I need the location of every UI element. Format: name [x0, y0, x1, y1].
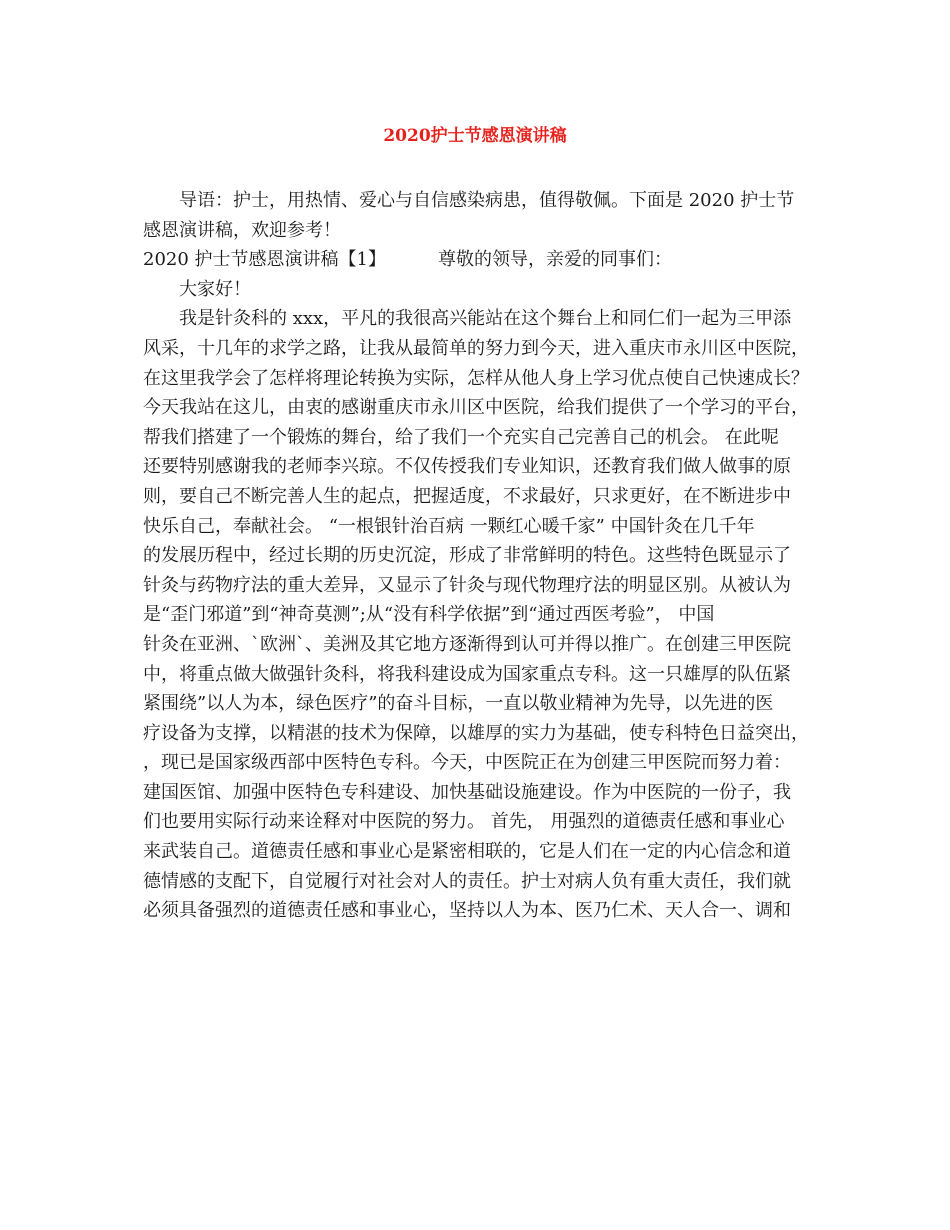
paragraph-line: 必须具备强烈的道德责任感和事业心，坚持以人为本、医乃仁术、天人合一、调和 — [143, 900, 791, 922]
intro-line: 导语：护士，用热情、爱心与自信感染病患，值得敬佩。下面是 2020 护士节 — [179, 190, 795, 211]
paragraph-line: 中，将重点做大做强针灸科，将我科建设成为国家重点专科。这一只雄厚的队伍紧 — [143, 663, 791, 685]
paragraph-line: 我是针灸科的 xxx，平凡的我很高兴能站在这个舞台上和同仁们一起为三甲添 — [179, 308, 792, 330]
intro-line: 感恩演讲稿，欢迎参考！ — [143, 219, 341, 241]
paragraph-line: 的发展历程中，经过长期的历史沉淀，形成了非常鲜明的特色。这些特色既显示了 — [143, 545, 791, 567]
paragraph-line: 针灸与药物疗法的重大差异，又显示了针灸与现代物理疗法的明显区别。从被认为 — [143, 574, 791, 596]
paragraph-line: 在这里我学会了怎样将理论转换为实际，怎样从他人身上学习优点使自己快速成长？ — [143, 367, 809, 389]
document-title: 2020护士节感恩演讲稿 — [383, 126, 567, 146]
section-heading-line — [143, 245, 823, 275]
document-body — [143, 186, 823, 926]
paragraph-line: ，现已是国家级西部中医特色专科。今天，中医院正在为创建三甲医院而努力着： — [143, 752, 791, 774]
paragraph-line: 来武装自己。道德责任感和事业心是紧密相联的，它是人们在一定的内心信念和道 — [143, 841, 791, 863]
salutation: 尊敬的领导，亲爱的同事们： — [437, 249, 672, 271]
paragraph-line: 帮我们搭建了一个锻炼的舞台，给了我们一个充实自己完善自己的机会。 在此呢 — [143, 426, 779, 448]
paragraph-line: 是“歪门邪道”到“神奇莫测”;从“没有科学依据”到“通过西医考验”， 中国 — [143, 604, 715, 626]
paragraph-line: 今天我站在这儿，由衷的感谢重庆市永川区中医院，给我们提供了一个学习的平台， — [143, 397, 809, 419]
paragraph-line: 风采，十几年的求学之路，让我从最简单的努力到今天，进入重庆市永川区中医院， — [143, 337, 809, 359]
section-heading: 2020 护士节感恩演讲稿【1】 — [143, 249, 386, 271]
paragraph-line: 紧围绕”以人为本，绿色医疗”的奋斗目标，一直以敬业精神为先导，以先进的医 — [143, 693, 774, 715]
paragraph-line: 德情感的支配下，自觉履行对社会对人的责任。护士对病人负有重大责任，我们就 — [143, 870, 791, 892]
paragraph-line: 疗设备为支撑，以精湛的技术为保障，以雄厚的实力为基础，使专科特色日益突出， — [143, 722, 809, 744]
paragraph-line: 们也要用实际行动来诠释对中医院的努力。 首先， 用强烈的道德责任感和事业心 — [143, 811, 785, 833]
paragraph-line: 建国医馆、加强中医特色专科建设、加快基础设施建设。作为中医院的一份子，我 — [143, 781, 791, 803]
paragraph-line: 则，要自己不断完善人生的起点，把握适度，不求最好，只求更好，在不断进步中 — [143, 485, 791, 507]
greeting: 大家好！ — [179, 278, 251, 300]
paragraph-line: 针灸在亚洲、`欧洲`、美洲及其它地方逐渐得到认可并得以推广。在创建三甲医院 — [143, 633, 791, 655]
paragraph-line: 还要特别感谢我的老师李兴琼。不仅传授我们专业知识，还教育我们做人做事的原 — [143, 456, 791, 478]
paragraph-line: 快乐自己，奉献社会。 “一根银针治百病 一颗红心暖千家” 中国针灸在几千年 — [143, 515, 755, 537]
